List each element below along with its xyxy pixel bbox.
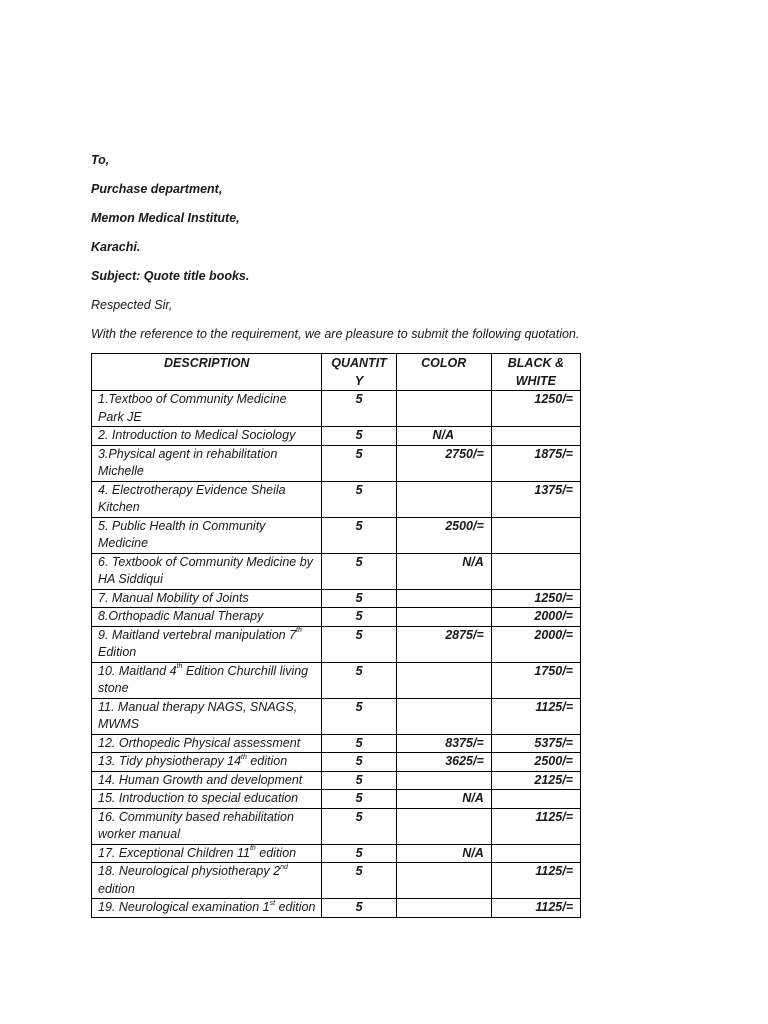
row-color-price: N/A	[396, 844, 491, 863]
row-bw-price: 1875/=	[491, 445, 580, 481]
intro-paragraph: With the reference to the requirement, we are pleasure to submit the following quotation.	[91, 327, 580, 341]
row-description	[92, 899, 322, 918]
row-bw-price	[491, 427, 580, 446]
row-quantity: 5	[322, 734, 396, 753]
row-description-text: 6. Textbook of Community Medicine by HA Siddiqui	[98, 554, 313, 586]
row-color-price: 8375/=	[396, 734, 491, 753]
row-description	[92, 589, 322, 608]
row-bw-price: 1125/=	[491, 863, 580, 899]
row-color-price	[396, 863, 491, 899]
row-description-text: 9. Maitland vertebral manipulation 7	[98, 627, 297, 642]
row-description	[92, 662, 322, 698]
header-color: COLOR	[396, 354, 491, 391]
row-color-price	[396, 771, 491, 790]
row-bw-price	[491, 844, 580, 863]
row-description	[92, 481, 322, 517]
row-bw-price: 1375/=	[491, 481, 580, 517]
recipient-institute: Memon Medical Institute,	[91, 211, 240, 225]
row-description	[92, 608, 322, 627]
header-quantity-label: QUANTIT Y	[331, 356, 387, 388]
row-description	[92, 427, 322, 446]
row-description-text: 4. Electrotherapy Evidence Sheila Kitchen	[98, 482, 286, 514]
table-row	[92, 844, 581, 863]
row-description-text: 1.Textboo of Community Medicine Park JE	[98, 392, 287, 424]
row-bw-price: 1125/=	[491, 808, 580, 844]
row-description-suffix: Edition	[98, 645, 137, 659]
row-description-superscript: st	[269, 899, 276, 907]
row-quantity: 5	[322, 427, 396, 446]
row-color-price: N/A	[396, 790, 491, 809]
row-description	[92, 753, 322, 772]
row-bw-price	[491, 553, 580, 589]
row-quantity: 5	[322, 698, 396, 734]
row-bw-price: 5375/=	[491, 734, 580, 753]
row-quantity: 5	[322, 753, 396, 772]
letter-page	[91, 150, 691, 918]
row-description-text: 17. Exceptional Children 11	[98, 845, 250, 860]
row-description-text: 11. Manual therapy NAGS, SNAGS, MWMS	[98, 699, 298, 731]
table-row	[92, 553, 581, 589]
row-description	[92, 844, 322, 863]
row-bw-price: 1125/=	[491, 899, 580, 918]
row-quantity: 5	[322, 481, 396, 517]
table-row	[92, 391, 581, 427]
table-row	[92, 626, 581, 662]
row-description	[92, 698, 322, 734]
row-description-text: 2. Introduction to Medical Sociology	[98, 428, 296, 442]
row-description-text: 16. Community based rehabilitation worker manual	[98, 809, 294, 841]
row-quantity: 5	[322, 589, 396, 608]
table-row	[92, 899, 581, 918]
row-quantity: 5	[322, 391, 396, 427]
row-color-price	[396, 662, 491, 698]
row-description-suffix: edition	[98, 881, 135, 896]
row-description-text: 8.Orthopadic Manual Therapy	[98, 609, 264, 623]
table-row	[92, 790, 581, 809]
row-description-suffix: Edition Churchill living stone	[98, 663, 309, 695]
row-bw-price	[491, 517, 580, 553]
row-bw-price: 1250/=	[491, 391, 580, 427]
header-bw: BLACK & WHITE	[491, 354, 580, 391]
row-description	[92, 391, 322, 427]
row-color-price: 2750/=	[396, 445, 491, 481]
table-row	[92, 481, 581, 517]
row-quantity: 5	[322, 863, 396, 899]
row-description-text: 18. Neurological physiotherapy 2	[98, 864, 281, 878]
table-row	[92, 753, 581, 772]
row-color-price	[396, 608, 491, 627]
row-quantity: 5	[322, 517, 396, 553]
table-row	[92, 863, 581, 899]
row-bw-price: 2000/=	[491, 608, 580, 627]
row-description-text: 15. Introduction to special education	[98, 791, 299, 805]
row-color-price	[396, 391, 491, 427]
row-bw-price: 1750/=	[491, 662, 580, 698]
table-row	[92, 517, 581, 553]
subject-line: Subject: Quote title books.	[91, 269, 250, 283]
row-description	[92, 790, 322, 809]
row-description-superscript: th	[296, 627, 302, 635]
row-description-suffix: edition	[255, 845, 297, 860]
recipient-department: Purchase department,	[91, 182, 223, 196]
row-bw-price	[491, 790, 580, 809]
row-description	[92, 863, 322, 899]
table-row	[92, 771, 581, 790]
header-quantity	[322, 354, 396, 391]
row-description-superscript: nd	[280, 863, 288, 871]
row-description-text: 12. Orthopedic Physical assessment	[98, 735, 301, 750]
row-description-text: 14. Human Growth and development	[98, 772, 303, 787]
row-description-text: 3.Physical agent in rehabilitation Michelle	[98, 446, 278, 478]
row-bw-price: 2500/=	[491, 753, 580, 772]
row-description-text: 5. Public Health in Community Medicine	[98, 518, 266, 550]
row-description-text: 7. Manual Mobility of Joints	[98, 590, 249, 605]
recipient-to: To,	[91, 153, 110, 167]
row-description-suffix: edition	[246, 754, 288, 768]
table-row	[92, 734, 581, 753]
row-color-price: N/A	[396, 427, 491, 446]
table-header-row	[92, 354, 581, 391]
salutation: Respected Sir,	[91, 298, 173, 312]
row-color-price: 2500/=	[396, 517, 491, 553]
row-quantity: 5	[322, 899, 396, 918]
row-description-text: 19. Neurological examination 1	[98, 900, 270, 914]
row-bw-price: 1250/=	[491, 589, 580, 608]
row-description-text: 13. Tidy physiotherapy 14	[98, 754, 242, 768]
row-bw-price: 1125/=	[491, 698, 580, 734]
table-row	[92, 698, 581, 734]
row-color-price: 2875/=	[396, 626, 491, 662]
row-bw-price: 2125/=	[491, 771, 580, 790]
header-description: DESCRIPTION	[92, 354, 322, 391]
row-description	[92, 445, 322, 481]
row-color-price: N/A	[396, 553, 491, 589]
row-description-suffix: edition	[275, 900, 316, 914]
table-row	[92, 427, 581, 446]
row-quantity: 5	[322, 808, 396, 844]
table-row	[92, 589, 581, 608]
row-description	[92, 771, 322, 790]
row-description-superscript: th	[249, 845, 256, 853]
row-description-text: 10. Maitland 4	[98, 663, 177, 678]
row-color-price	[396, 481, 491, 517]
row-quantity: 5	[322, 790, 396, 809]
row-description	[92, 517, 322, 553]
table-row	[92, 808, 581, 844]
row-color-price: 3625/=	[396, 753, 491, 772]
row-quantity: 5	[322, 771, 396, 790]
table-row	[92, 662, 581, 698]
row-quantity: 5	[322, 626, 396, 662]
row-description	[92, 734, 322, 753]
row-color-price	[396, 698, 491, 734]
quotation-table	[91, 353, 581, 918]
row-color-price	[396, 808, 491, 844]
row-bw-price: 2000/=	[491, 626, 580, 662]
row-quantity: 5	[322, 608, 396, 627]
row-color-price	[396, 899, 491, 918]
row-quantity: 5	[322, 553, 396, 589]
table-row	[92, 608, 581, 627]
row-description-superscript: th	[176, 663, 183, 671]
row-description	[92, 553, 322, 589]
row-color-price	[396, 589, 491, 608]
row-quantity: 5	[322, 844, 396, 863]
row-quantity: 5	[322, 445, 396, 481]
recipient-city: Karachi.	[91, 240, 141, 254]
row-description	[92, 808, 322, 844]
table-body	[92, 391, 581, 918]
row-quantity: 5	[322, 662, 396, 698]
row-description-superscript: th	[241, 753, 247, 761]
table-row	[92, 445, 581, 481]
row-description	[92, 626, 322, 662]
